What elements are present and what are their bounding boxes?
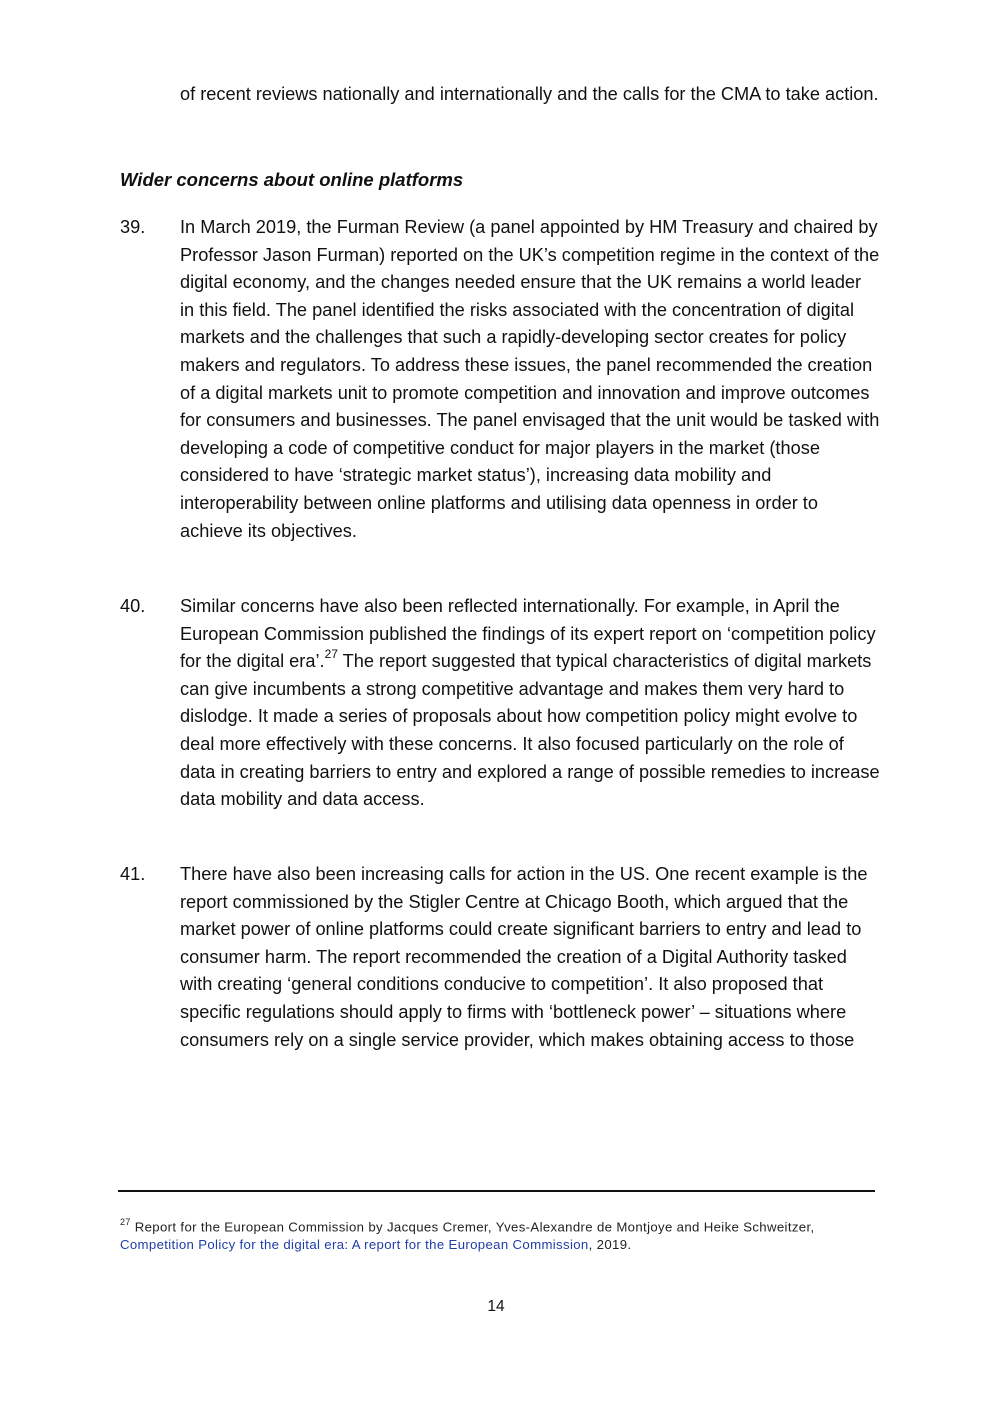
footnote: [120, 1214, 880, 1254]
paragraph-41: [120, 861, 880, 1054]
footnote-link[interactable]: Competition Policy for the digital era: A report for the European Commission: [120, 1237, 589, 1253]
paragraph-39: [120, 214, 880, 545]
paragraph-text: There have also been increasing calls for action in the US. One recent example is the report commissioned by the Stigler Centre at Chicago Booth, which argued that the market power of online platforms could create significant barriers to entry and lead to consumer harm. The report recommended the creation of a Digital Authority tasked with creating ‘general conditions conducive to competition’. It also proposed that specific regulations should apply to firms with ‘bottleneck power’ – situations where consumers rely on a single service provider, which makes obtaining access to those: [180, 864, 868, 1050]
paragraph-number: 39.: [120, 217, 146, 237]
paragraph-text-part: Similar concerns have also been reflected internationally. For example, in April the European Commission published the findings of its expert report on ‘competition policy for the digital era’.: [180, 596, 876, 672]
paragraph-text: In March 2019, the Furman Review (a panel appointed by HM Treasury and chaired by Professor Jason Furman) reported on the UK’s competition regime in the context of the digital economy, and the changes needed ensure that the UK remains a world leader in this field. The panel identified the risks associated with the concentration of digital markets and the challenges that such a rapidly-developing sector creates for policy makers and regulators. To address these issues, the panel recommended the creation of a digital markets unit to promote competition and innovation and improve outcomes for consumers and businesses. The panel envisaged that the unit would be tasked with developing a code of competitive conduct for major players in the market (those considered to have ‘strategic market status’), increasing data mobility and interoperability between online platforms and utilising data openness in order to achieve its objectives.: [180, 217, 880, 541]
footnote-suffix: , 2019.: [588, 1237, 632, 1253]
paragraph-text: [180, 593, 880, 814]
paragraph-text-part: The report suggested that typical characteristics of digital markets can give incumbents a strong competitive advantage and makes them very hard to dislodge. It made a series of proposals about how competition policy might evolve to deal more effectively with these concerns. It also focused particularly on the role of data in creating barriers to entry and explored a range of possible remedies to increase data mobility and data access.: [180, 651, 880, 810]
section-heading: Wider concerns about online platforms: [120, 169, 464, 190]
footnote-divider: [118, 1190, 875, 1192]
footnote-text: Report for the European Commission by Jacques Cremer, Yves-Alexandre de Montjoye and Heike Schweitzer,: [130, 1219, 815, 1235]
paragraph-number: 40.: [120, 596, 146, 616]
continuation-paragraph: of recent reviews nationally and internationally and the calls for the CMA to take action.: [180, 84, 879, 104]
paragraph-40: [120, 593, 880, 814]
footnote-number: 27: [120, 1217, 131, 1227]
footnote-reference[interactable]: 27: [324, 647, 338, 662]
paragraph-number: 41.: [120, 864, 146, 884]
page-number: 14: [487, 1298, 505, 1315]
